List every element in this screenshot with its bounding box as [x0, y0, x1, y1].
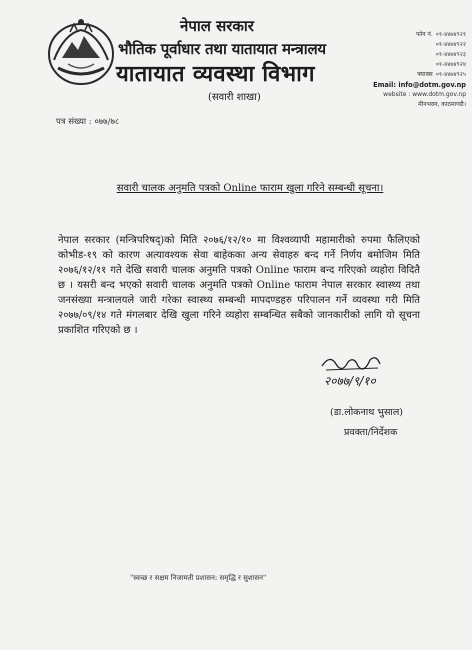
notice-subject: सवारी चालक अनुमति पत्रको Online फाराम खुला गरिने सम्बन्धी सूचना। — [116, 183, 384, 194]
department-name: यातायात व्यवस्था विभाग — [116, 61, 315, 87]
contact-label: फोन नं. — [416, 31, 433, 38]
contact-block — [350, 30, 466, 110]
signature-date: २०७७/९/१० — [324, 374, 376, 388]
address-line: मीनभवन, काठमाण्डौ। — [418, 101, 466, 108]
contact-value: ०१-४४७४९२२ — [435, 41, 466, 48]
contact-line — [350, 70, 466, 80]
contact-line — [350, 60, 466, 70]
signatory-name: (डा.लोकनाथ भुसाल) — [330, 407, 403, 418]
notice-body: नेपाल सरकार (मन्त्रिपरिषद्)को मिति २०७६/१२/१० मा विश्वव्यापी महामारीको रुपमा फैलिएको कोभीड-१९ को कारण अत्यावश्यक सेवा बाहेकका अन्य सेवाहरु बन्द गर्ने निर्णय बमोजिम मिति २०७६/१२/११ गते देखि सवारी चालक अनुमति पत्रको Online फाराम बन्द गरिएको व्यहोरा विदितै छ । यसरी बन्द भएको सवारी चालक अनुमति पत्रको Online फाराम नेपाल सरकार स्वास्थ्य तथा जनसंख्या मन्त्रालयले जारी गरेका स्वास्थ्य सम्बन्धी मापदण्डहरु परिपालन गर्ने व्यवस्था गरी मिति २०७७/०९/१४ गते मंगलबार देखि खुला गरिने व्यहोरा सम्बन्धित सबैको जानकारीको लागि यो सूचना प्रकाशित गरिएको छ । — [58, 235, 420, 336]
contact-label: फ्याक्स — [417, 71, 433, 78]
reference-number: पत्र संख्या : ०७७/७८ — [56, 117, 120, 127]
contact-line — [350, 50, 466, 60]
contact-value: ०१-४४७४९२४ — [435, 61, 466, 68]
contact-value: ०१-४४७४९२५ — [435, 71, 466, 78]
contact-value: ०१-४४७४९२१ — [435, 31, 466, 38]
nepal-emblem-icon — [44, 14, 118, 88]
signatory-title: प्रवक्ता/निर्देशक — [344, 427, 398, 438]
website-line: website : www.dotm.gov.np — [383, 91, 466, 98]
footer-motto: "स्वच्छ र सक्षम निजामती प्रशासन: समृद्धि र सुशासन" — [130, 574, 267, 582]
contact-line — [350, 40, 466, 50]
contact-line — [350, 30, 466, 40]
government-name: नेपाल सरकार — [180, 17, 254, 35]
email-line: Email: info@dotm.gov.np — [373, 81, 466, 89]
contact-value: ०१-४४७४९२३ — [435, 51, 466, 58]
section-name: (सवारी शाखा) — [208, 92, 261, 103]
ministry-name: भौतिक पूर्वाधार तथा यातायात मन्त्रालय — [118, 40, 326, 58]
